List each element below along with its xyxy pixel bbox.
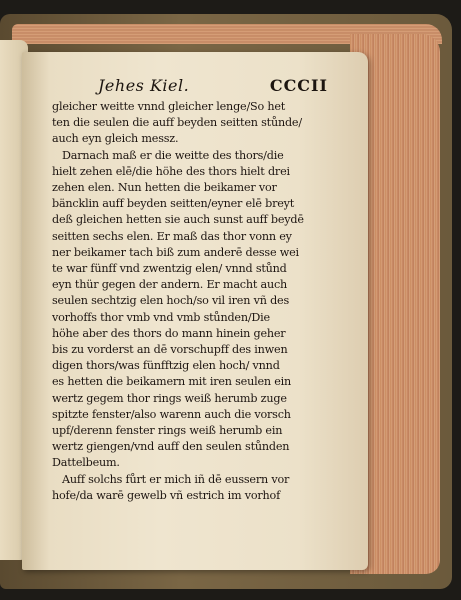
text-line: ten die seulen die auff beyden seitten stůnde/ [52,116,302,130]
text-line: digen thors/was fünfftzig elen hoch/ vnnd [52,359,280,373]
folio-number: CCCII [269,76,328,95]
text-line: es hetten die beikamern mit iren seulen ein [52,375,292,389]
text-line: Auff solchs fůrt er mich iñ dē eussern vor [62,472,290,486]
text-line: te war fünff vnd zwentzig elen/ vnnd stůnd [52,262,287,276]
text-line: upf/derenn fenster rings weiß herumb ein [52,424,283,438]
text-line: bis zu vorderst an dē vorschupff des inwen [52,343,288,357]
text-line: eyn thür gegen der andern. Er macht auch [52,278,288,292]
text-line: deß gleichen hetten sie auch sunst auff beydē [52,213,304,227]
page-header [58,76,328,98]
text-line: Dattelbeum. [52,456,120,470]
text-line: vorhoffs thor vmb vnd vmb stůnden/Die [52,310,270,324]
text-line: zehen elen. Nun hetten die beikamer vor [52,181,277,195]
text-line: seitten sechs elen. Er maß das thor vonn ey [52,229,292,243]
text-line: bäncklin auff beyden seitten/eyner elē breyt [52,197,295,211]
text-line: wertz giengen/vnd auff den seulen stůnden [52,440,290,454]
text-line: hofe/da warē gewelb vñ estrich im vorhof [52,488,281,502]
text-line: Darnach maß er die weitte des thors/die [62,148,284,162]
text-line: ner beikamer tach biß zum anderē desse wei [52,245,299,259]
body-text [52,99,334,504]
text-line: höhe aber des thors do mann hinein geher [52,326,286,340]
text-line: seulen sechtzig elen hoch/so vil iren vñ des [52,294,289,308]
running-head: Jehes Kiel. [98,76,190,95]
text-line: spitzte fenster/also warenn auch die vorsch [52,407,291,421]
text-line: hielt zehen elē/die höhe des thors hielt drei [52,164,290,178]
text-line: gleicher weitte vnnd gleicher lenge/So het [52,100,286,113]
text-line: auch eyn gleich messz. [52,132,179,146]
text-line: wertz gegem thor rings weiß herumb zuge [52,391,287,405]
